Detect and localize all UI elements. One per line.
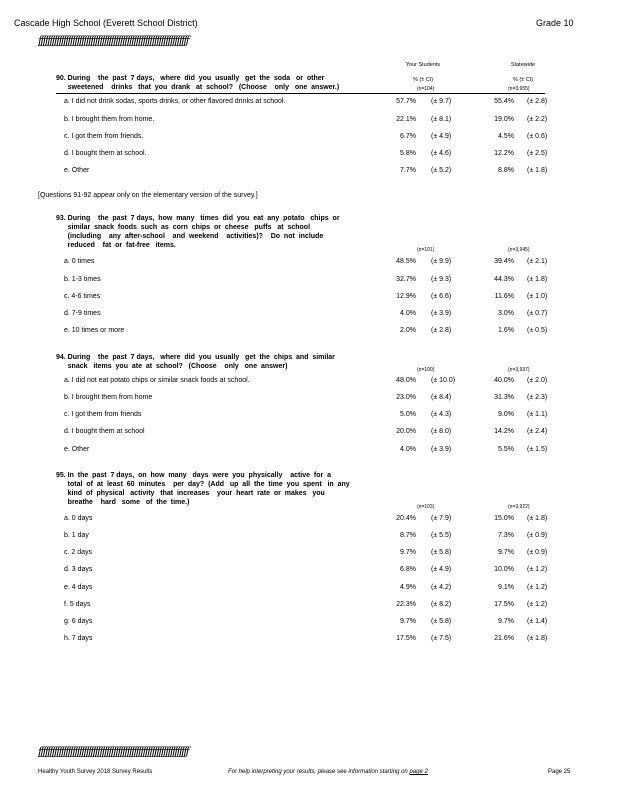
n-statewide: (n=3,937): [508, 367, 530, 373]
n-statewide: (n=3,922): [508, 504, 530, 510]
n-your-students: (n=103): [417, 504, 435, 510]
table-row: e. 4 days 4.9% (± 4.2) 9.1% (± 1.2): [64, 584, 548, 591]
col-pct-ci-1: % (± CI): [412, 77, 434, 83]
elementary-note: [Questions 91-92 appear only on the elementary version of the survey.]: [38, 192, 258, 199]
table-row: g. 6 days 9.7% (± 5.8) 9.7% (± 1.4): [64, 618, 548, 625]
n-statewide: (n=3,945): [508, 247, 530, 253]
table-row: b. I brought them from home. 22.1% (± 8.1) 19.0% (± 2.2): [64, 116, 548, 123]
decorative-rule-top: ƒƒƒƒƒƒƒƒƒƒƒƒƒƒƒƒƒƒƒƒƒƒƒƒƒƒƒƒƒƒƒƒƒƒƒƒƒƒƒƒƒƒƒƒƒƒƒƒƒƒƒƒƒƒƒƒƒƒƒƒƒƒƒƒƒƒ: [38, 34, 188, 47]
table-row: a. 0 times 48.5% (± 9.9) 39.4% (± 2.1): [64, 258, 548, 265]
footer-survey-title: Healthy Youth Survey 2018 Survey Results: [38, 769, 153, 775]
table-row: b. I brought them from home 23.0% (± 8.4) 31.3% (± 2.3): [64, 394, 548, 401]
col-statewide: Statewide: [510, 62, 536, 68]
n-your-students: (n=100): [417, 367, 435, 373]
table-row: e. 10 times or more 2.0% (± 2.8) 1.6% (± 0.5): [64, 327, 548, 334]
decorative-rule-bottom: ƒƒƒƒƒƒƒƒƒƒƒƒƒƒƒƒƒƒƒƒƒƒƒƒƒƒƒƒƒƒƒƒƒƒƒƒƒƒƒƒƒƒƒƒƒƒƒƒƒƒƒƒƒƒƒƒƒƒƒƒƒƒƒƒƒƒ: [38, 745, 188, 758]
table-row: d. I bought them at school 20.0% (± 8.0) 14.2% (± 2.4): [64, 428, 548, 435]
table-row: b. 1-3 times 32.7% (± 9.3) 44.3% (± 1.8): [64, 276, 548, 283]
n-your-students: (n=101): [417, 247, 435, 253]
table-row: c. 4-6 times 12.9% (± 6.6) 11.6% (± 1.0): [64, 293, 548, 300]
footer-help-text: For help interpreting your results, please see information starting on page 2: [228, 769, 428, 775]
footer-page-link[interactable]: page 2: [409, 769, 428, 775]
table-row: c. 2 days 9.7% (± 5.8) 9.7% (± 0.9): [64, 549, 548, 556]
question-text: 90. During the past 7 days, where did you usually get the soda or other sweetened drinks that you drank at school? (Choose only one answer.): [56, 75, 340, 91]
table-row: e. Other 7.7% (± 5.2) 8.8% (± 1.8): [64, 167, 548, 174]
col-your-students: Your Students: [405, 62, 441, 68]
table-row: d. 7-9 times 4.0% (± 3.9) 3.0% (± 0.7): [64, 310, 548, 317]
table-row: e. Other 4.0% (± 3.9) 5.5% (± 1.5): [64, 446, 548, 453]
grade-label: Grade 10: [536, 18, 574, 28]
question-text: 93. During the past 7 days, how many times did you eat any potato chips or similar snack foods such as corn chips or cheese puffs at school (including any after-school and weekend activities)? Do not include reduced fat or fat-free items.: [56, 215, 340, 249]
page-number: Page 25: [548, 769, 571, 775]
n-statewide: (n=3,955): [508, 86, 530, 92]
table-row: a. 0 days 20.4% (± 7.9) 15.0% (± 1.8): [64, 515, 548, 522]
table-row: f. 5 days 22.3% (± 8.2) 17.5% (± 1.2): [64, 601, 548, 608]
school-title: Cascade High School (Everett School District): [14, 18, 198, 28]
table-row: b. 1 day 8.7% (± 5.5) 7.3% (± 0.9): [64, 532, 548, 539]
table-row: a. I did not eat potato chips or similar snack foods at school. 48.0% (± 10.0) 40.0% (± 2.0): [64, 377, 548, 384]
table-row: h. 7 days 17.5% (± 7.5) 21.6% (± 1.8): [64, 635, 548, 642]
table-row: c. I got them from friends. 6.7% (± 4.9) 4.5% (± 0.6): [64, 133, 548, 140]
table-row: d. I bought them at school. 5.8% (± 4.6) 12.2% (± 2.5): [64, 150, 548, 157]
n-your-students: (n=104): [417, 86, 435, 92]
col-pct-ci-2: % (± CI): [512, 77, 534, 83]
question-text: 94. During the past 7 days, where did you usually get the chips and similar snack items you ate at school? (Choose only one answer): [56, 354, 335, 370]
divider: [56, 93, 545, 94]
table-row: c. I got them from friends 5.0% (± 4.3) 9.0% (± 1.1): [64, 411, 548, 418]
table-row: d. 3 days 6.8% (± 4.9) 10.0% (± 1.2): [64, 566, 548, 573]
table-row: a. I did not drink sodas, sports drinks, or other flavored drinks at school. 57.7% (± 9.7) 55.4% (± 2.8): [64, 98, 548, 105]
question-text: 95. In the past 7 days, on how many days were you physically active for a total of at least 60 minutes per day? (Add up all the time you spent in any kind of physical activity that increases your heart rate or makes you breathe hard some of the time.): [56, 472, 350, 506]
